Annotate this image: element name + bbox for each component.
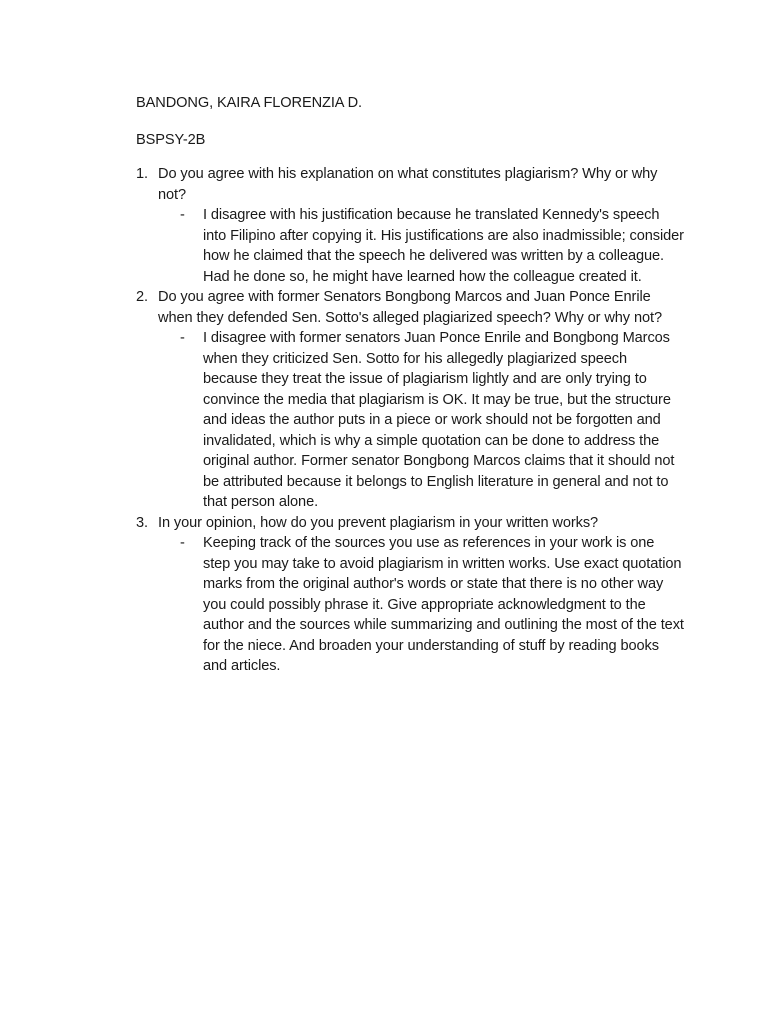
question-text: Do you agree with former Senators Bongbong Marcos and Juan Ponce Enrile when they defended Sen. Sotto's alleged plagiarized speech? Why or why not? (158, 289, 662, 326)
question-number: 1. (136, 166, 148, 182)
answer-bullet: - (180, 330, 185, 346)
answer-item (158, 533, 684, 677)
answer-bullet: - (180, 535, 185, 551)
answer-item (158, 205, 684, 287)
answer-bullet: - (180, 207, 185, 223)
answer-text: I disagree with former senators Juan Ponce Enrile and Bongbong Marcos when they criticized Sen. Sotto for his allegedly plagiarized speech because they treat the issue of plagiarism lightly and are only trying to convince the media that plagiarism is OK. It may be true, but the structure and ideas the author puts in a piece or work should not be forgotten and invalidated, which is why a simple quotation can be done to address the original author. Former senator Bongbong Marcos claims that it should not be attributed because it belongs to English literature in general and not to that person alone. (203, 330, 675, 510)
answer-item (158, 328, 684, 513)
question-item (136, 513, 684, 677)
question-text: Do you agree with his explanation on what constitutes plagiarism? Why or why not? (158, 166, 658, 203)
student-name: BANDONG, KAIRA FLORENZIA D. (136, 95, 362, 111)
question-item (136, 164, 684, 287)
document-body (136, 93, 684, 677)
question-number: 3. (136, 514, 148, 531)
question-text: In your opinion, how do you prevent plagiarism in your written works? (158, 514, 599, 531)
answer-text: I disagree with his justification because he translated Kennedy's speech into Filipino after copying it. His justifications are also inadmissible; consider how he claimed that the speech he delivered was written by a colleague. Had he done so, he might have learned how the colleague created it. (203, 207, 684, 285)
answer-text: Keeping track of the sources you use as references in your work is one step you may take to avoid plagiarism in written works. Use exact quotation marks from the original author's words or state that there is no other way you could possibly phrase it. Give appropriate acknowledgment to the author and the sources while summarizing and outlining the most of the text for the niece. And broaden your understanding of stuff by reading books and articles. (203, 535, 684, 674)
question-list (136, 164, 684, 677)
student-section: BSPSY-2B (136, 131, 206, 148)
question-number: 2. (136, 289, 148, 305)
question-item (136, 287, 684, 513)
